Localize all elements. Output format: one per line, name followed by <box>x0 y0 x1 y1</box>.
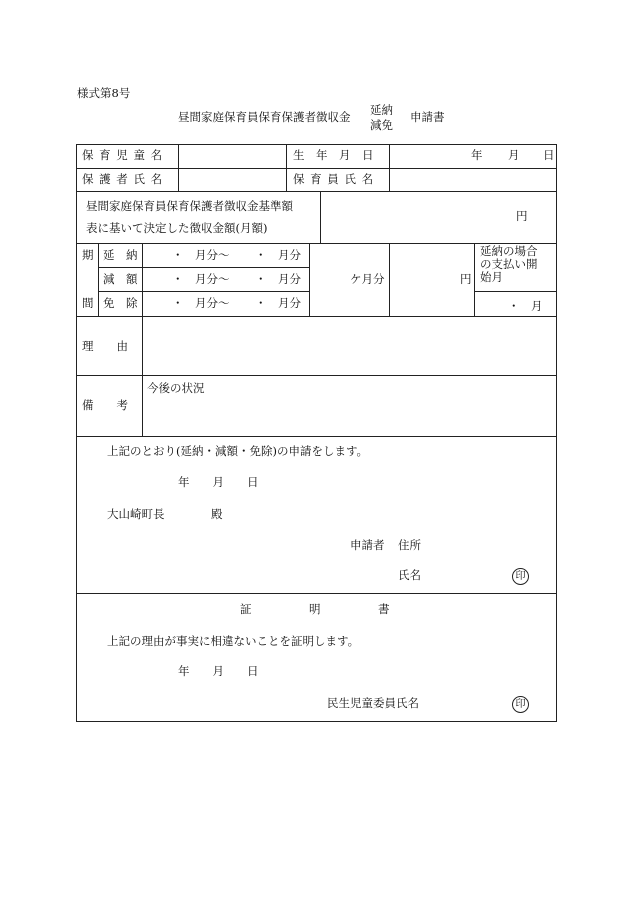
title-option-deferral: 延納 <box>370 103 393 117</box>
child-name-field[interactable] <box>180 146 284 166</box>
guardian-name-field[interactable] <box>180 170 284 190</box>
applicant-address-label: 住所 <box>398 538 421 552</box>
form-number: 様式第8号 <box>77 86 131 100</box>
period-deferral-from: ・ 月分～ <box>172 248 230 262</box>
period-reduction-from: ・ 月分～ <box>172 272 230 286</box>
certificate-title: 証 明 書 <box>240 602 390 616</box>
payment-start-label-line2: の支払い開 <box>480 257 538 271</box>
title-option-reduction: 減免 <box>370 118 393 132</box>
remarks-field[interactable] <box>144 398 554 434</box>
birth-date-label: 生 年 月 日 <box>293 148 374 162</box>
addressee-honorific: 殿 <box>211 507 223 521</box>
period-type-deferral: 延 納 <box>103 248 138 262</box>
period-label-bottom: 間 <box>82 296 94 310</box>
remarks-label: 備 考 <box>82 398 128 412</box>
applicant-label: 申請者 <box>350 538 385 552</box>
period-type-reduction: 減 額 <box>103 272 138 286</box>
certificate-date: 年 月 日 <box>178 664 259 678</box>
certificate-statement: 上記の理由が事実に相違ないことを証明します。 <box>107 634 360 648</box>
period-type-exemption: 免 除 <box>103 296 138 310</box>
remarks-future-status: 今後の状況 <box>147 381 205 395</box>
child-name-label: 保 育 児 童 名 <box>82 148 164 162</box>
addressee-title: 大山崎町長 <box>107 507 165 521</box>
birth-day-unit: 日 <box>543 148 555 162</box>
certifier-seal-icon: 印 <box>512 696 529 713</box>
application-date: 年 月 日 <box>178 475 259 489</box>
applicant-seal-icon: 印 <box>512 568 529 585</box>
payment-start-month-unit: ・ 月 <box>508 299 543 313</box>
title-suffix: 申請書 <box>410 110 445 124</box>
application-statement: 上記のとおり(延納・減額・免除)の申請をします。 <box>107 444 369 458</box>
caregiver-name-label: 保 育 員 氏 名 <box>293 172 375 186</box>
period-exemption-to: ・ 月分 <box>255 296 301 310</box>
reason-field[interactable] <box>144 318 554 373</box>
standard-amount-label-line2: 表に基いて決定した徴収金額(月額) <box>86 221 268 235</box>
period-amount-yen-unit: 円 <box>460 272 472 286</box>
period-reduction-to: ・ 月分 <box>255 272 301 286</box>
birth-month-unit: 月 <box>508 148 520 162</box>
reason-label: 理 由 <box>82 339 128 353</box>
applicant-name-label: 氏名 <box>398 568 421 582</box>
standard-amount-label-line1: 昼間家庭保育員保育保護者徴収金基準額 <box>86 199 293 213</box>
caregiver-name-field[interactable] <box>391 170 555 190</box>
certifier-name-label: 民生児童委員氏名 <box>327 696 419 710</box>
payment-start-label-line1: 延納の場合 <box>480 244 538 258</box>
period-deferral-to: ・ 月分 <box>255 248 301 262</box>
birth-year-unit: 年 <box>471 148 483 162</box>
payment-start-label-line3: 始月 <box>480 270 503 284</box>
months-count-unit: ケ月分 <box>350 272 385 286</box>
guardian-name-label: 保 護 者 氏 名 <box>82 172 164 186</box>
monthly-amount-yen-unit: 円 <box>516 209 528 223</box>
period-label-top: 期 <box>82 248 94 262</box>
title-main: 昼間家庭保育員保育保護者徴収金 <box>178 110 351 124</box>
period-exemption-from: ・ 月分～ <box>172 296 230 310</box>
